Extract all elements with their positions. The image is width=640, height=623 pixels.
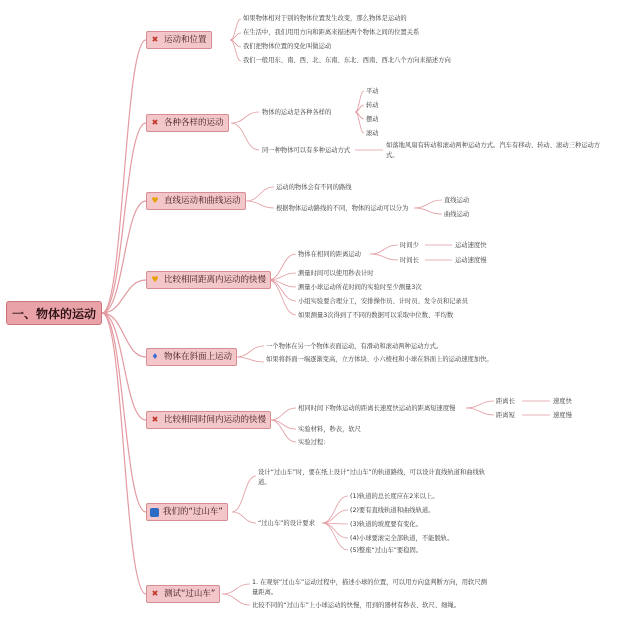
leaf: 如果物体相对于别的物体位置发生改变，那么物体是运动的 <box>243 15 407 22</box>
topic-label: 物体在斜面上运动 <box>164 352 233 362</box>
connector <box>268 280 296 315</box>
topic-label: 运动和位置 <box>164 35 207 45</box>
leaf: 如落地风扇有转动和滚动两种运动方式。汽车有移动、转动、滚动三种运动方式。 <box>386 142 601 159</box>
heart-icon: ♥ <box>151 196 159 205</box>
connector <box>231 112 259 123</box>
leaf: 小组实验要合理分工，安排操作员、计时员、发令员和记录员 <box>298 298 469 305</box>
tools-icon: ✖ <box>151 118 159 127</box>
topic-motion-position[interactable] <box>146 31 212 49</box>
leaf: 物体在相同的距离运动 <box>298 251 361 258</box>
connector <box>102 40 146 313</box>
leaf: 距离长 <box>496 398 515 405</box>
connector <box>270 420 296 442</box>
topic-label: 比较相同距离内运动的快慢 <box>164 275 267 285</box>
connector <box>236 357 264 362</box>
topic-roller-coaster[interactable] <box>146 503 228 521</box>
tools-icon: ✖ <box>151 589 159 598</box>
topic-various-motion[interactable] <box>146 114 229 132</box>
topic-label: 比较相同时间内运动的快慢 <box>164 415 267 425</box>
heart-icon: ♥ <box>151 275 159 284</box>
leaf: (2)要有直线轨道和曲线轨道。 <box>350 507 435 514</box>
leaf: 比较不同的“过山车”上小球运动的快慢，用到的器材有秒表、软尺、细绳。 <box>252 602 461 609</box>
connector <box>370 254 398 260</box>
connector <box>414 200 442 208</box>
topic-label: 直线运动和曲线运动 <box>164 196 241 206</box>
leaf: 根据物体运动路线的不同，物体的运动可以分为 <box>276 205 409 212</box>
root-topic[interactable]: 一、物体的运动 <box>6 301 102 325</box>
leaf: (5)整座“过山车”要稳固。 <box>350 547 423 554</box>
connector <box>246 187 274 201</box>
tools-icon: ✖ <box>151 415 159 424</box>
leaf: 我们一般用东、南、西、北、东南、东北、西南、西北八个方向来描述方向 <box>243 57 451 64</box>
leaf: 时间长 <box>400 257 419 264</box>
connector <box>236 346 264 357</box>
topic-same-time[interactable] <box>146 411 271 429</box>
connector <box>102 123 146 313</box>
leaf: 1. 在观察“过山车”运动过程中，描述小球的位置，可以用方向盘判断方向，用软尺测量距离。 <box>252 579 487 596</box>
leaf: 实验过程： <box>298 439 330 446</box>
topic-test-roller-coaster[interactable] <box>146 585 220 603</box>
square-icon <box>150 508 159 517</box>
leaf: 运动速度慢 <box>455 257 487 264</box>
fire-icon: ♦ <box>151 352 159 361</box>
connector <box>102 313 146 420</box>
topic-straight-curve[interactable] <box>146 192 246 210</box>
leaf: 速度慢 <box>553 412 572 419</box>
connector <box>222 594 250 605</box>
connector <box>414 208 442 214</box>
connector <box>222 584 250 594</box>
leaf: 如果测量3次得到了不同的数据可以采取中位数、平均数 <box>298 312 454 319</box>
topic-label: 测试“过山车” <box>164 589 216 599</box>
leaf: 测量时间可以使用秒表计时 <box>298 270 374 277</box>
leaf: (1)轨道的总长度应在2米以上。 <box>350 493 439 500</box>
connector <box>232 512 256 523</box>
leaf: 同一种物体可以有多种运动方式 <box>262 147 351 154</box>
leaf: 摆动 <box>366 116 379 123</box>
leaf: 我们把物体位置的变化叫做运动 <box>243 43 332 50</box>
connector <box>102 280 146 313</box>
leaf: 实验材料，秒表，软尺 <box>298 426 361 433</box>
leaf: 转动 <box>366 102 379 109</box>
connector <box>232 476 256 512</box>
topic-slope-motion[interactable] <box>146 348 237 366</box>
topic-same-distance[interactable] <box>146 271 271 289</box>
leaf: (4)小球要滚完全部轨道，不能脱轨。 <box>350 535 454 542</box>
connector <box>322 523 348 550</box>
connector <box>270 408 296 420</box>
leaf: 曲线运动 <box>444 211 470 218</box>
leaf: 平动 <box>366 88 379 95</box>
leaf: (3)轨道的坡度要有变化。 <box>350 521 422 528</box>
topic-label: 各种各样的运动 <box>164 118 224 128</box>
connector <box>322 496 348 523</box>
leaf: 运动速度快 <box>455 242 487 249</box>
connector <box>370 245 398 254</box>
leaf: 测量小球运动所花时间的实验时至少测量3次 <box>298 284 422 291</box>
leaf: 如果将斜面一端逐渐变高，立方体块、小六棱柱和小球在斜面上的运动速度加快。 <box>266 356 493 363</box>
leaf: 相同时间下物体运动的距离长速度快运动的距离短速度慢 <box>298 405 456 412</box>
connector <box>466 408 494 415</box>
connector <box>270 420 296 429</box>
connector <box>322 510 348 523</box>
leaf: 速度快 <box>553 398 572 405</box>
leaf: 一个物体在另一个物体表面运动，有滑动和滚动两种运动方式。 <box>266 343 443 350</box>
leaf: 距离短 <box>496 412 515 419</box>
leaf: “过山车”的设计要求 <box>258 520 315 527</box>
leaf: 时间少 <box>400 242 419 249</box>
connector <box>102 313 146 512</box>
connector <box>246 201 274 208</box>
leaf: 滚动 <box>366 130 379 137</box>
topic-label: 我们的“过山车” <box>163 507 223 517</box>
leaf: 物体的运动是各种各样的 <box>262 109 332 116</box>
tools-icon: ✖ <box>151 35 159 44</box>
connector <box>466 401 494 408</box>
connector <box>231 123 259 150</box>
leaf: 在生活中，我们用用方向和距离来描述两个物体之间的位置关系 <box>243 29 420 36</box>
leaf: 运动的物体会有不同的路线 <box>276 184 352 191</box>
leaf: 直线运动 <box>444 197 470 204</box>
leaf: 设计“过山车”时，要在纸上设计“过山车”的轨道路线，可以设计直线轨道和曲线轨道。 <box>258 469 486 486</box>
